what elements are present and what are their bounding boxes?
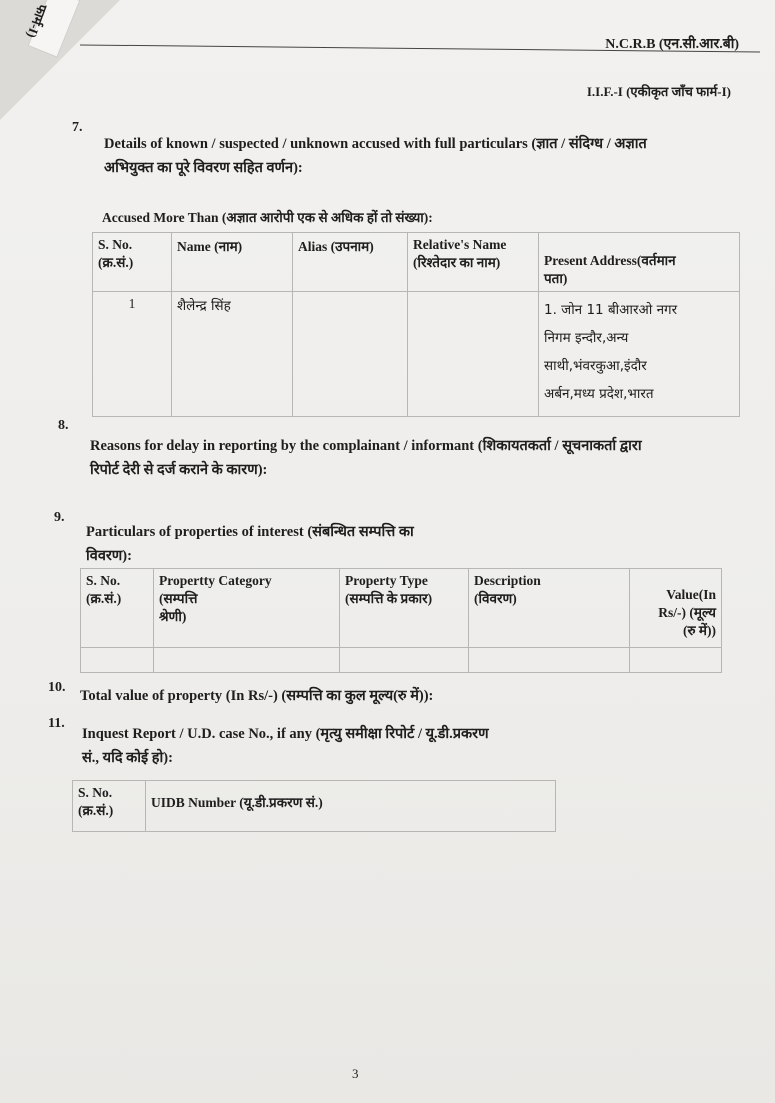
section-11-title	[82, 722, 642, 770]
table-header-row	[73, 781, 556, 832]
header-form: I.I.F.-I (एकीकृत जाँच फार्म-I)	[586, 84, 731, 99]
col-label: (क्र.सं.)	[78, 803, 114, 818]
inquest-table	[72, 780, 556, 832]
col-label: S. No.	[86, 573, 121, 588]
col-label: S. No.	[78, 785, 113, 800]
section-9-number: 9.	[54, 510, 65, 525]
section-10-title: Total value of property (In Rs/-) (सम्पत्ति का कुल मूल्य(रु में)):	[80, 688, 434, 704]
col-relative	[408, 233, 539, 292]
col-label: (रु में))	[682, 623, 716, 638]
accused-table	[92, 232, 740, 417]
accused-more-than-label: Accused More Than (अज्ञात आरोपी एक से अधिक हों तो संख्या):	[102, 210, 433, 225]
section-11-line-1: Inquest Report / U.D. case No., if any (मृत्यु समीक्षा रिपोर्ट / यू.डी.प्रकरण	[82, 726, 489, 742]
col-sno	[73, 781, 146, 832]
cell-type	[340, 648, 469, 673]
section-9-line-2: विवरण):	[86, 548, 132, 564]
section-9-title	[86, 520, 506, 568]
section-11-line-2: सं., यदि कोई हो):	[82, 750, 173, 766]
section-7-line-1: Details of known / suspected / unknown accused with full particulars (ज्ञात / संदिग्ध / अज्ञात	[104, 136, 647, 152]
col-value	[630, 569, 722, 648]
col-description	[469, 569, 630, 648]
cell-sno	[81, 648, 154, 673]
col-label: (रिश्तेदार का नाम)	[413, 255, 501, 270]
col-label: (क्र.सं.)	[98, 255, 134, 270]
col-label: Present Address(वर्तमान	[544, 253, 676, 268]
table-header-row	[81, 569, 722, 648]
col-label: (विवरण)	[474, 591, 517, 606]
section-7-title	[104, 132, 744, 180]
cell-address	[539, 292, 740, 417]
address-line: निगम इन्दौर,अन्य	[544, 330, 629, 346]
section-8-line-1: Reasons for delay in reporting by the complainant / informant (शिकायतकर्ता / सूचनाकर्ता द्वारा	[90, 438, 642, 454]
address-line: अर्बन,मध्य प्रदेश,भारत	[544, 386, 654, 402]
section-10-number: 10.	[48, 680, 66, 695]
cell-category	[154, 648, 340, 673]
cell-sno: 1	[93, 292, 172, 417]
col-label: Description	[474, 573, 541, 588]
section-11-number: 11.	[48, 716, 65, 731]
col-label: Property Type	[345, 573, 428, 588]
cell-value	[630, 648, 722, 673]
cell-alias	[293, 292, 408, 417]
col-label: S. No.	[98, 237, 133, 252]
col-label: Rs/-) (मूल्य	[658, 605, 716, 620]
col-label: (क्र.सं.)	[86, 591, 122, 606]
col-label: श्रेणी)	[159, 609, 187, 624]
table-row	[81, 648, 722, 673]
col-sno	[93, 233, 172, 292]
col-label: Value(In	[666, 587, 716, 602]
cell-description	[469, 648, 630, 673]
col-label: पता)	[544, 271, 568, 286]
cell-name: शैलेन्द्र सिंह	[172, 292, 293, 417]
header-org: N.C.R.B (एन.सी.आर.बी)	[605, 37, 739, 52]
section-8-line-2: रिपोर्ट देरी से दर्ज कराने के कारण):	[90, 462, 268, 478]
table-header-row	[93, 233, 740, 292]
corner-label: फार्म-I)	[24, 2, 51, 41]
property-table	[80, 568, 722, 673]
col-uidb: UIDB Number (यू.डी.प्रकरण सं.)	[146, 781, 556, 832]
col-category	[154, 569, 340, 648]
address-line: साथी,भंवरकुआ,इंदौर	[544, 358, 647, 374]
section-8-number: 8.	[58, 418, 69, 433]
col-name: Name (नाम)	[172, 233, 293, 292]
col-address	[539, 233, 740, 292]
page-number: 3	[352, 1066, 359, 1081]
address-line: 1. जोन 11 बीआरओ नगर	[544, 302, 678, 318]
col-type	[340, 569, 469, 648]
section-8-title	[90, 434, 740, 482]
table-row	[93, 292, 740, 417]
col-sno	[81, 569, 154, 648]
section-7-line-2: अभियुक्त का पूरे विवरण सहित वर्णन):	[104, 160, 303, 176]
col-label: Relative's Name	[413, 237, 507, 252]
col-label: (सम्पत्ति	[159, 591, 198, 606]
col-label: Propertty Category	[159, 573, 272, 588]
col-label: (सम्पत्ति के प्रकार)	[345, 591, 433, 606]
section-7-number: 7.	[72, 120, 83, 135]
cell-relative	[408, 292, 539, 417]
col-alias: Alias (उपनाम)	[293, 233, 408, 292]
section-9-line-1: Particulars of properties of interest (संबन्धित सम्पत्ति का	[86, 524, 414, 540]
